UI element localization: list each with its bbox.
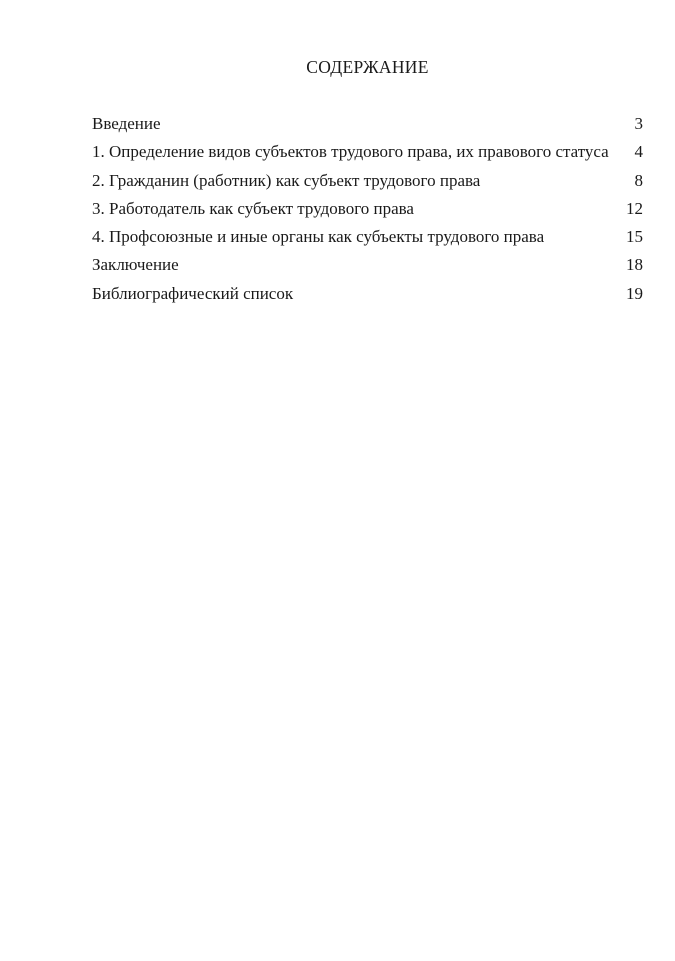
toc-entry-page-number: 19 (626, 283, 643, 303)
toc-entry-label: Заключение (92, 255, 179, 275)
toc-entry-label: 4. Профсоюзные и иные органы как субъекты трудового права (92, 227, 545, 247)
page-title: СОДЕРЖАНИЕ (306, 57, 429, 77)
table-of-contents (92, 110, 643, 308)
toc-entry-label: 1. Определение видов субъектов трудового права, их правового статуса (92, 142, 609, 162)
toc-entry-page-number: 18 (626, 255, 643, 275)
toc-entry-label: 2. Гражданин (работник) как субъект трудового права (92, 170, 481, 190)
toc-entry-conclusion (92, 251, 643, 279)
toc-entry-page-number: 4 (634, 142, 643, 162)
toc-entry-page-number: 3 (634, 114, 643, 133)
toc-entry-chapter-1 (92, 138, 643, 166)
toc-entry-introduction (92, 110, 643, 138)
toc-entry-chapter-2 (92, 167, 643, 195)
toc-entry-page-number: 12 (626, 198, 643, 218)
toc-entry-label: 3. Работодатель как субъект трудового права (92, 198, 414, 218)
toc-entry-label: Библиографический список (92, 283, 294, 303)
toc-entry-label: Введение (92, 114, 161, 133)
toc-entry-page-number: 8 (634, 170, 643, 190)
toc-entry-page-number: 15 (626, 227, 643, 247)
toc-entry-bibliography (92, 280, 643, 308)
toc-entry-chapter-3 (92, 195, 643, 223)
toc-entry-chapter-4 (92, 223, 643, 251)
